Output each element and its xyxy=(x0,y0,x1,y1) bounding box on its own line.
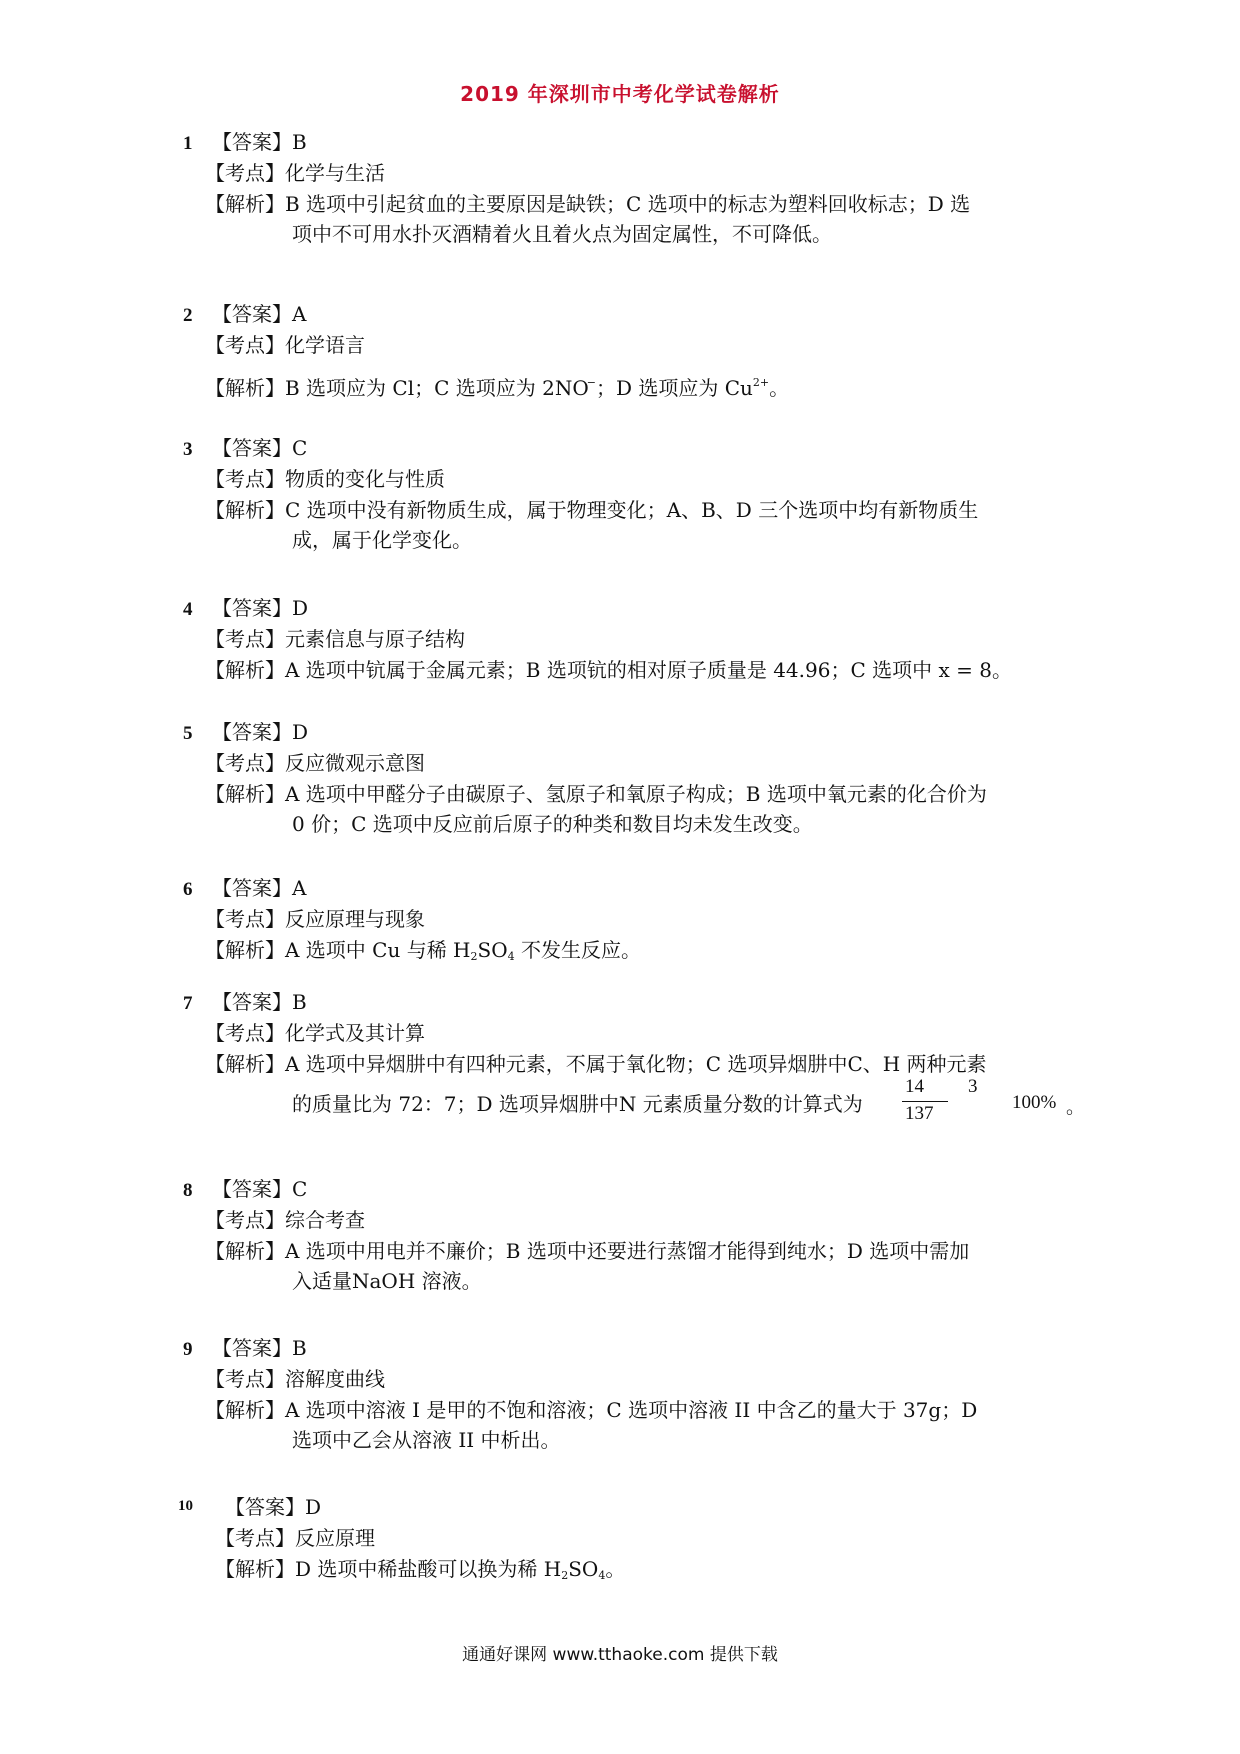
answer-line: 【答案】C xyxy=(212,1177,308,1201)
analysis-line: 【解析】A 选项中 Cu 与稀 $H_2SO_4$ 不发生反应。 xyxy=(205,938,641,963)
answer-line: 【答案】B xyxy=(212,990,307,1014)
answer-line: 【答案】D xyxy=(212,596,309,620)
question-number: 9 xyxy=(183,1339,193,1360)
point-line: 【考点】反应原理 xyxy=(215,1526,375,1550)
answer-line: 【答案】C xyxy=(212,436,308,460)
question-number: 10 xyxy=(178,1498,193,1514)
analysis-line: 【解析】B 选项应为 Cl；C 选项应为 2NO−；D 选项应为 $Cu^{2+}$。 xyxy=(205,376,790,400)
point-line: 【考点】溶解度曲线 xyxy=(205,1367,385,1391)
page-title: 2019 年深圳市中考化学试卷解析 xyxy=(460,82,780,106)
fraction-numerator: 14 xyxy=(905,1076,924,1097)
question-number: 8 xyxy=(183,1180,193,1201)
analysis-line: 【解析】A 选项中溶液 I 是甲的不饱和溶液；C 选项中溶液 II 中含乙的量大于 37g；D xyxy=(205,1398,978,1422)
question-number: 2 xyxy=(183,305,193,326)
fraction-percent: 100% xyxy=(1012,1092,1057,1113)
point-line: 【考点】元素信息与原子结构 xyxy=(205,627,465,651)
footer-credit: 通通好课网 www.tthaoke.com 提供下载 xyxy=(462,1645,778,1665)
analysis-continuation: 的质量比为 72：7；D 选项异烟肼中N 元素质量分数的计算式为 xyxy=(292,1092,863,1116)
analysis-line: 【解析】A 选项中甲醛分子由碳原子、氢原子和氧原子构成；B 选项中氧元素的化合价为 xyxy=(205,782,987,806)
fraction-denominator: 137 xyxy=(905,1103,934,1124)
fraction-end: 。 xyxy=(1066,1097,1086,1118)
analysis-continuation: 入适量NaOH 溶液。 xyxy=(292,1269,482,1293)
answer-line: 【答案】D xyxy=(225,1495,322,1519)
point-line: 【考点】物质的变化与性质 xyxy=(205,467,445,491)
fraction-multiplier: 3 xyxy=(968,1076,978,1097)
fraction-bar xyxy=(902,1101,948,1102)
analysis-line: 【解析】D 选项中稀盐酸可以换为稀 $H_2SO_4$。 xyxy=(215,1557,626,1582)
point-line: 【考点】化学与生活 xyxy=(205,161,385,185)
analysis-line: 【解析】A 选项中钪属于金属元素；B 选项钪的相对原子质量是 44.96；C 选项中 x = 8。 xyxy=(205,658,1012,682)
question-number: 6 xyxy=(183,879,193,900)
question-number: 3 xyxy=(183,439,193,460)
analysis-continuation: 选项中乙会从溶液 II 中析出。 xyxy=(292,1428,561,1452)
point-line: 【考点】反应原理与现象 xyxy=(205,907,425,931)
answer-line: 【答案】A xyxy=(212,302,307,326)
answer-line: 【答案】D xyxy=(212,720,309,744)
answer-line: 【答案】B xyxy=(212,130,307,154)
analysis-continuation: 0 价；C 选项中反应前后原子的种类和数目均未发生改变。 xyxy=(292,812,813,836)
question-number: 7 xyxy=(183,993,193,1014)
point-line: 【考点】化学语言 xyxy=(205,333,365,357)
analysis-line: 【解析】A 选项中用电并不廉价；B 选项中还要进行蒸馏才能得到纯水；D 选项中需加 xyxy=(205,1239,970,1263)
analysis-line: 【解析】B 选项中引起贫血的主要原因是缺铁；C 选项中的标志为塑料回收标志；D 选 xyxy=(205,192,971,216)
point-line: 【考点】反应微观示意图 xyxy=(205,751,425,775)
analysis-line: 【解析】A 选项中异烟肼中有四种元素，不属于氧化物；C 选项异烟肼中C、H 两种元素 xyxy=(205,1052,987,1076)
answer-line: 【答案】B xyxy=(212,1336,307,1360)
question-number: 5 xyxy=(183,723,193,744)
point-line: 【考点】化学式及其计算 xyxy=(205,1021,425,1045)
answer-line: 【答案】A xyxy=(212,876,307,900)
analysis-continuation: 成，属于化学变化。 xyxy=(292,528,472,552)
analysis-line: 【解析】C 选项中没有新物质生成，属于物理变化；A、B、D 三个选项中均有新物质生 xyxy=(205,498,979,522)
question-number: 1 xyxy=(183,133,193,154)
analysis-continuation: 项中不可用水扑灭酒精着火且着火点为固定属性，不可降低。 xyxy=(292,222,832,246)
point-line: 【考点】综合考查 xyxy=(205,1208,365,1232)
question-number: 4 xyxy=(183,599,193,620)
